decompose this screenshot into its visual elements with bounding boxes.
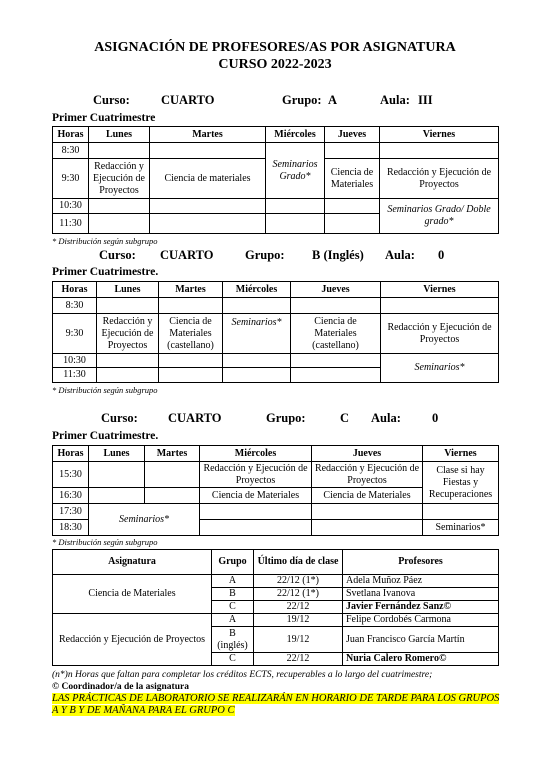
grupo-value: B (Inglés) <box>312 248 364 262</box>
hour-cell: 11:30 <box>53 214 89 234</box>
class-cell: Ciencia de Materiales (castellano) <box>291 314 381 354</box>
table-row <box>53 614 499 627</box>
group-b-section: Primer Cuatrimestre. <box>52 266 159 278</box>
group-b-schedule <box>52 281 499 383</box>
class-cell: Redacción y Ejecución de Proyectos <box>312 462 423 488</box>
header-grupo: Grupo <box>212 550 254 575</box>
group-cell: B (inglés) <box>212 627 254 653</box>
header-asignatura: Asignatura <box>53 550 212 575</box>
hour-cell: 9:30 <box>53 314 97 354</box>
class-cell: Clase si hay Fiestas y Recuperaciones <box>423 462 499 504</box>
grupo-label: Grupo: <box>266 411 306 425</box>
group-cell: A <box>212 614 254 627</box>
grupo-value: C <box>340 411 350 425</box>
header-viernes: Viernes <box>380 127 499 143</box>
aula-label: Aula: <box>380 93 410 107</box>
group-cell: A <box>212 575 254 588</box>
subgroup-note: * Distribución según subgrupo <box>52 537 158 547</box>
professor-cell: Javier Fernández Sanz© <box>343 601 499 614</box>
professor-cell: Nuria Calero Romero© <box>343 653 499 666</box>
professor-cell: Felipe Cordobés Carmona <box>343 614 499 627</box>
assignment-table <box>52 549 499 666</box>
class-cell: Redacción y Ejecución de Proyectos <box>380 159 499 199</box>
header-profesores: Profesores <box>343 550 499 575</box>
lab-notice <box>52 693 502 717</box>
seminarios-cell: Seminarios* <box>423 520 499 536</box>
header-horas: Horas <box>53 127 89 143</box>
subject-cell: Ciencia de Materiales <box>53 575 212 614</box>
group-a-section: Primer Cuatrimestre <box>52 112 156 124</box>
hour-cell: 17:30 <box>53 504 89 520</box>
hour-cell: 10:30 <box>53 354 97 368</box>
seminarios-cell: Seminarios* <box>223 314 291 354</box>
document-title: ASIGNACIÓN DE PROFESORES/AS POR ASIGNATURA <box>94 40 456 55</box>
header-miercoles: Miércoles <box>223 282 291 298</box>
header-jueves: Jueves <box>312 446 423 462</box>
hour-cell: 16:30 <box>53 488 89 504</box>
group-cell: C <box>212 653 254 666</box>
ects-footnote: (n*)n Horas que faltan para completar los créditos ECTS, recuperables a lo largo del cuatrimestre; <box>52 670 433 680</box>
header-miercoles: Miércoles <box>200 446 312 462</box>
header-jueves: Jueves <box>325 127 380 143</box>
curso-label: Curso: <box>99 248 136 262</box>
professor-cell: Adela Muñoz Páez <box>343 575 499 588</box>
hour-cell: 8:30 <box>53 298 97 314</box>
header-martes: Martes <box>159 282 223 298</box>
professor-cell: Svetlana Ivanova <box>343 588 499 601</box>
hour-cell: 9:30 <box>53 159 89 199</box>
aula-label: Aula: <box>371 411 401 425</box>
class-cell: Ciencia de Materiales <box>200 488 312 504</box>
date-cell: 19/12 <box>254 627 343 653</box>
date-cell: 22/12 (1*) <box>254 575 343 588</box>
curso-value: CUARTO <box>160 248 214 262</box>
header-miercoles: Miércoles <box>266 127 325 143</box>
lab-notice-text: LAS PRÁCTICAS DE LABORATORIO SE REALIZARÁN EN HORARIO DE TARDE PARA LOS GRUPOS A Y B Y DE MAÑANA PARA EL GRUPO C <box>52 693 500 716</box>
class-cell: Redacción y Ejecución de Proyectos <box>89 159 150 199</box>
curso-value: CUARTO <box>168 411 222 425</box>
group-a-schedule <box>52 126 499 234</box>
header-horas: Horas <box>53 282 97 298</box>
date-cell: 19/12 <box>254 614 343 627</box>
seminarios-cell: Seminarios Grado/ Doble grado* <box>380 199 499 234</box>
group-c-section: Primer Cuatrimestre. <box>52 430 159 442</box>
class-cell: Redacción y Ejecución de Proyectos <box>97 314 159 354</box>
grupo-label: Grupo: <box>245 248 285 262</box>
hour-cell: 15:30 <box>53 462 89 488</box>
curso-label: Curso: <box>101 411 138 425</box>
date-cell: 22/12 <box>254 653 343 666</box>
group-cell: B <box>212 588 254 601</box>
hour-cell: 10:30 <box>53 199 89 214</box>
table-row <box>53 575 499 588</box>
seminarios-cell: Seminarios Grado* <box>266 143 325 199</box>
group-c-schedule <box>52 445 499 536</box>
hour-cell: 18:30 <box>53 520 89 536</box>
coordinator-footnote: © Coordinador/a de la asignatura <box>52 682 189 692</box>
subgroup-note: * Distribución según subgrupo <box>52 236 158 246</box>
curso-label: Curso: <box>93 93 130 107</box>
seminarios-cell: Seminarios* <box>89 504 200 536</box>
professor-cell: Juan Francisco García Martín <box>343 627 499 653</box>
header-viernes: Viernes <box>423 446 499 462</box>
header-jueves: Jueves <box>291 282 381 298</box>
header-horas: Horas <box>53 446 89 462</box>
aula-value: 0 <box>438 248 445 262</box>
class-cell: Ciencia de Materiales <box>325 159 380 199</box>
seminarios-cell: Seminarios* <box>381 354 499 383</box>
class-cell: Redacción y Ejecución de Proyectos <box>200 462 312 488</box>
class-cell: Ciencia de Materiales (castellano) <box>159 314 223 354</box>
header-martes: Martes <box>150 127 266 143</box>
header-lunes: Lunes <box>89 127 150 143</box>
class-cell: Redacción y Ejecución de Proyectos <box>381 314 499 354</box>
header-viernes: Viernes <box>381 282 499 298</box>
curso-value: CUARTO <box>161 93 215 107</box>
group-cell: C <box>212 601 254 614</box>
subgroup-note: * Distribución según subgrupo <box>52 385 158 395</box>
hour-cell: 11:30 <box>53 368 97 383</box>
subject-cell: Redacción y Ejecución de Proyectos <box>53 614 212 666</box>
class-cell: Ciencia de materiales <box>150 159 266 199</box>
header-lunes: Lunes <box>97 282 159 298</box>
grupo-value: A <box>328 93 338 107</box>
class-cell: Ciencia de Materiales <box>312 488 423 504</box>
header-lunes: Lunes <box>89 446 145 462</box>
aula-label: Aula: <box>385 248 415 262</box>
course-year: CURSO 2022-2023 <box>218 57 332 72</box>
hour-cell: 8:30 <box>53 143 89 159</box>
date-cell: 22/12 <box>254 601 343 614</box>
date-cell: 22/12 (1*) <box>254 588 343 601</box>
grupo-label: Grupo: <box>282 93 322 107</box>
header-martes: Martes <box>145 446 200 462</box>
header-ultimo-dia: Último día de clase <box>254 550 343 575</box>
aula-value: 0 <box>432 411 439 425</box>
aula-value: III <box>418 93 433 107</box>
